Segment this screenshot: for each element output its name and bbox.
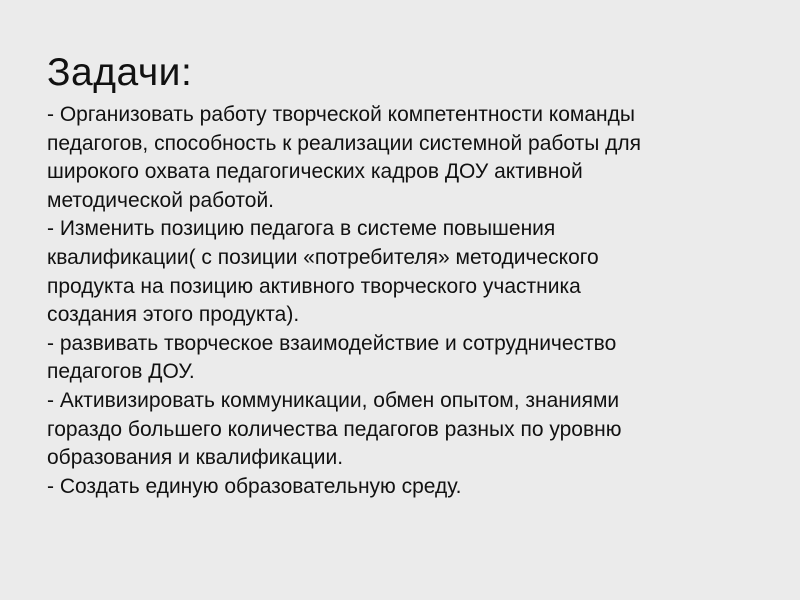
task-list: [47, 101, 747, 501]
task-line: педагогов, способность к реализации системной работы для: [47, 131, 642, 155]
task-line: создания этого продукта).: [47, 303, 300, 327]
task-line: квалификации( с позиции «потребителя» методического: [47, 245, 599, 269]
task-line: продукта на позицию активного творческого участника: [47, 274, 581, 298]
slide-title: Задачи:: [47, 51, 193, 94]
task-line: методической работой.: [47, 188, 275, 212]
task-line: педагогов ДОУ.: [47, 360, 195, 384]
task-line: широкого охвата педагогических кадров ДОУ активной: [47, 160, 583, 184]
task-line: - Организовать работу творческой компетентности команды: [47, 103, 635, 126]
task-line: гораздо большего количества педагогов разных по уровню: [47, 417, 622, 441]
task-line: - развивать творческое взаимодействие и сотрудничество: [47, 331, 617, 355]
task-line: - Создать единую образовательную среду.: [47, 474, 462, 498]
task-line: - Изменить позицию педагога в системе повышения: [47, 217, 556, 241]
task-line: образования и квалификации.: [47, 446, 344, 470]
task-line: - Активизировать коммуникации, обмен опытом, знаниями: [47, 388, 620, 412]
